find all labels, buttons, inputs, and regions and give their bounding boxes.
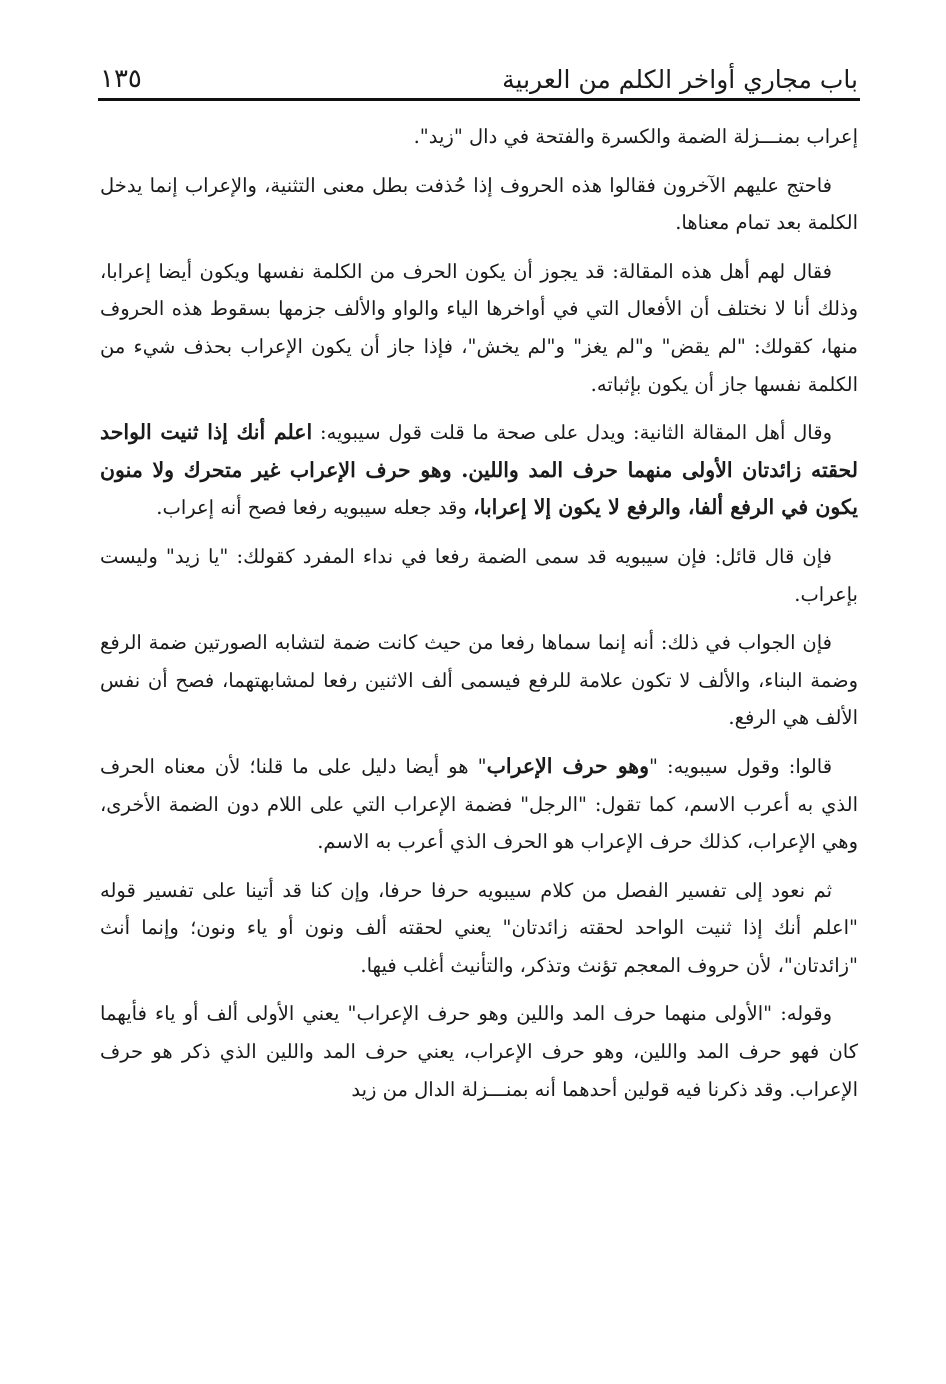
paragraph-5 — [100, 538, 858, 613]
paragraph-text: " هو أيضا دليل على ما قلنا؛ لأن معناه الحرف الذي به أعرب الاسم، كما تقول: "الرجل" فضمة الإعراب التي على اللام دون الضمة الأخرى، وهي الإعراب، كذلك حرف الإعراب هو الحرف الذي أعرب به الاسم. — [100, 754, 858, 854]
paragraph-9 — [100, 995, 858, 1108]
paragraph-1 — [100, 118, 858, 156]
paragraph-text: قالوا: وقول سيبويه: " — [649, 754, 833, 778]
paragraph-7 — [100, 748, 858, 861]
paragraph-text: فاحتج عليهم الآخرون فقالوا هذه الحروف إذا حُذفت بطل معنى التثنية، والإعراب إنما يدخل الكلمة بعد تمام معناها. — [100, 173, 858, 235]
paragraph-text: إعراب بمنـــزلة الضمة والكسرة والفتحة في دال "زيد". — [413, 125, 858, 148]
running-header — [100, 50, 858, 94]
paragraph-3 — [100, 253, 858, 403]
quoted-bold-text: وهو حرف الإعراب — [486, 753, 650, 778]
paragraph-text: فإن قال قائل: فإن سيبويه قد سمى الضمة رفعا في نداء المفرد كقولك: "يا زيد" وليست بإعراب. — [100, 544, 858, 606]
page-body — [100, 118, 858, 1119]
paragraph-text: وقد جعله سيبويه رفعا فصح أنه إعراب. — [156, 496, 474, 520]
chapter-title: باب مجاري أواخر الكلم من العربية — [502, 65, 858, 94]
quoted-bold-text: اعلم أنك إذا ثنيت الواحد لحقته زائدتان الأولى منهما حرف المد واللين. وهو حرف الإعراب غير متحرك ولا منون يكون في الرفع ألفا، والرفع لا يكون إلا إعرابا، — [100, 420, 858, 520]
paragraph-text: فإن الجواب في ذلك: أنه إنما سماها رفعا من حيث كانت ضمة لتشابه الصورتين ضمة الرفع وضمة البناء، والألف لا تكون علامة للرفع فيسمى ألف الاثنين رفعا لمشابهتهما، فصح أن نفس الألف هي الرفع. — [100, 631, 858, 730]
page-number: ١٣٥ — [100, 64, 142, 94]
header-rule — [98, 98, 860, 101]
paragraph-6 — [100, 624, 858, 737]
paragraph-text: وقال أهل المقالة الثانية: ويدل على صحة ما قلت قول سيبويه: — [312, 421, 832, 445]
paragraph-text: فقال لهم أهل هذه المقالة: قد يجوز أن يكون الحرف من الكلمة نفسها ويكون أيضا إعرابا، وذلك أنا لا نختلف أن الأفعال التي في أواخرها الياء والواو والألف جزمها بسقوط هذه الحروف منها، كقولك: "لم يقض" و"لم يغز" و"لم يخش"، فإذا جاز أن يكون الإعراب بحذف شيء من الكلمة نفسها جاز أن يكون بإثباته. — [100, 259, 858, 396]
paragraph-text: ثم نعود إلى تفسير الفصل من كلام سيبويه حرفا حرفا، وإن كنا قد أتينا على تفسير قوله "اعلم أنك إذا ثنيت الواحد لحقته زائدتان" يعني لحقته ألف ونون أو ياء ونون؛ وإنما أنث "زائدتان"، لأن حروف المعجم تؤنث وتذكر، والتأنيث أغلب فيها. — [100, 878, 858, 977]
paragraph-4 — [100, 414, 858, 527]
paragraph-text: وقوله: "الأولى منهما حرف المد واللين وهو حرف الإعراب" يعني الأولى ألف أو ياء فأيهما كان فهو حرف المد واللين، وهو حرف الإعراب، يعني حرف المد واللين الذي ذكر هو حرف الإعراب. وقد ذكرنا فيه قولين أحدهما أنه بمنـــزلة الدال من زيد — [100, 1002, 858, 1101]
paragraph-2 — [100, 167, 858, 242]
paragraph-8 — [100, 872, 858, 985]
